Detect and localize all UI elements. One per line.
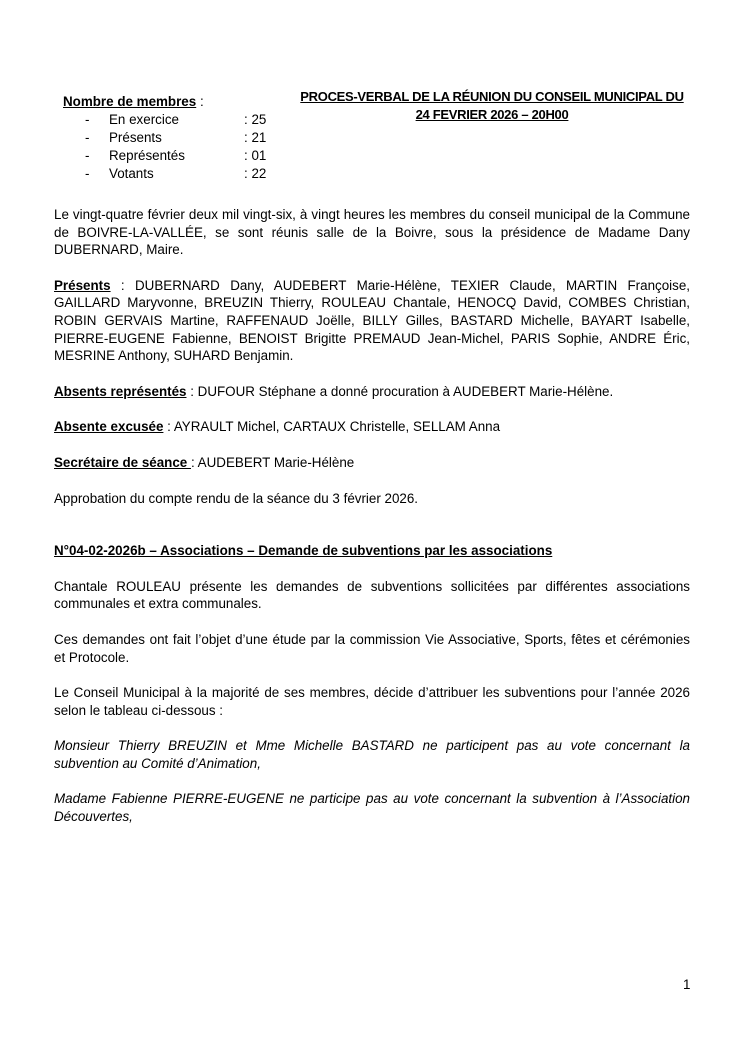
members-summary bbox=[63, 93, 283, 183]
members-header-suffix: : bbox=[196, 94, 204, 109]
title-line-1: PROCES-VERBAL DE LA RÉUNION DU CONSEIL MUNICIPAL DU bbox=[300, 89, 684, 104]
section-title: N°04-02-2026b – Associations – Demande de subventions par les associations bbox=[54, 543, 553, 559]
members-row-votants bbox=[63, 165, 283, 183]
absents-representes-label: Absents représentés bbox=[54, 383, 187, 399]
list-dash: - bbox=[85, 130, 90, 145]
members-header bbox=[63, 93, 283, 111]
page-number: 1 bbox=[683, 977, 691, 992]
section-paragraph-4: Monsieur Thierry BREUZIN et Mme Michelle BASTARD ne participent pas au vote concernant la subvention au Comité d’Animation, bbox=[54, 738, 690, 771]
list-dash: - bbox=[85, 166, 90, 181]
members-row-label: Représentés bbox=[109, 148, 185, 163]
members-row-value: : 21 bbox=[244, 130, 267, 145]
members-list bbox=[63, 111, 283, 183]
intro-paragraph: Le vingt-quatre février deux mil vingt-six, à vingt heures les membres du conseil municipal de la Commune de BOIVRE-LA-VALLÉE, se sont réunis salle de la Boivre, sous la présidence de Madame Dany DUBERNARD, Maire. bbox=[54, 207, 690, 258]
secretaire-label: Secrétaire de séance bbox=[54, 454, 191, 470]
list-dash: - bbox=[85, 112, 90, 127]
list-dash: - bbox=[85, 148, 90, 163]
members-row-presents bbox=[63, 129, 283, 147]
members-row-representes bbox=[63, 147, 283, 165]
secretaire-paragraph bbox=[54, 454, 690, 472]
members-row-value: : 25 bbox=[244, 112, 267, 127]
section-paragraph-5: Madame Fabienne PIERRE-EUGENE ne participe pas au vote concernant la subvention à l’Association Découvertes, bbox=[54, 791, 690, 825]
absente-excusee-text: : AYRAULT Michel, CARTAUX Christelle, SELLAM Anna bbox=[163, 419, 501, 435]
members-row-value: : 22 bbox=[244, 166, 267, 181]
members-row-label: Présents bbox=[109, 130, 162, 145]
title-line-2: 24 FEVRIER 2026 – 20H00 bbox=[415, 107, 569, 122]
absents-representes-text: : DUFOUR Stéphane a donné procuration à AUDEBERT Marie-Hélène. bbox=[186, 383, 614, 399]
members-header-label: Nombre de membres bbox=[63, 94, 197, 109]
absente-excusee-paragraph bbox=[54, 418, 690, 436]
members-row-label: Votants bbox=[109, 166, 154, 181]
section-paragraph-1: Chantale ROULEAU présente les demandes de subventions sollicitées par différentes associations communales et extra communales. bbox=[54, 578, 690, 612]
presents-label: Présents bbox=[54, 277, 111, 293]
presents-text: : DUBERNARD Dany, AUDEBERT Marie-Hélène, TEXIER Claude, MARTIN Françoise, GAILLARD Maryvonne, BREUZIN Thierry, ROULEAU Chantale, HENOCQ David, COMBES Christian, ROBIN GERVAIS Martine, RAFFENAUD Joëlle, BILLY Gilles, BASTARD Michelle, BAYART Isabelle, PIERRE-EUGENE Fabienne, BENOIST Brigitte PREMAUD Jean-Michel, PARIS Sophie, ANDRE Éric, MESRINE Anthony, SUHARD Benjamin. bbox=[54, 277, 690, 364]
section-paragraph-2: Ces demandes ont fait l’objet d’une étude par la commission Vie Associative, Sports, fêtes et cérémonies et Protocole. bbox=[54, 631, 690, 665]
presents-paragraph bbox=[54, 277, 690, 365]
document-body bbox=[54, 206, 690, 826]
members-row-label: En exercice bbox=[109, 112, 179, 127]
members-row-en-exercice bbox=[63, 111, 283, 129]
document-title bbox=[292, 88, 692, 124]
section-paragraph-3: Le Conseil Municipal à la majorité de ses membres, décide d’attribuer les subventions pour l’année 2026 selon le tableau ci-dessous : bbox=[54, 685, 690, 718]
absente-excusee-label: Absente excusée bbox=[54, 419, 164, 435]
members-row-value: : 01 bbox=[244, 148, 267, 163]
approbation-paragraph: Approbation du compte rendu de la séance du 3 février 2026. bbox=[54, 490, 419, 506]
secretaire-text: : AUDEBERT Marie-Hélène bbox=[190, 454, 355, 470]
absents-representes-paragraph bbox=[54, 383, 690, 401]
